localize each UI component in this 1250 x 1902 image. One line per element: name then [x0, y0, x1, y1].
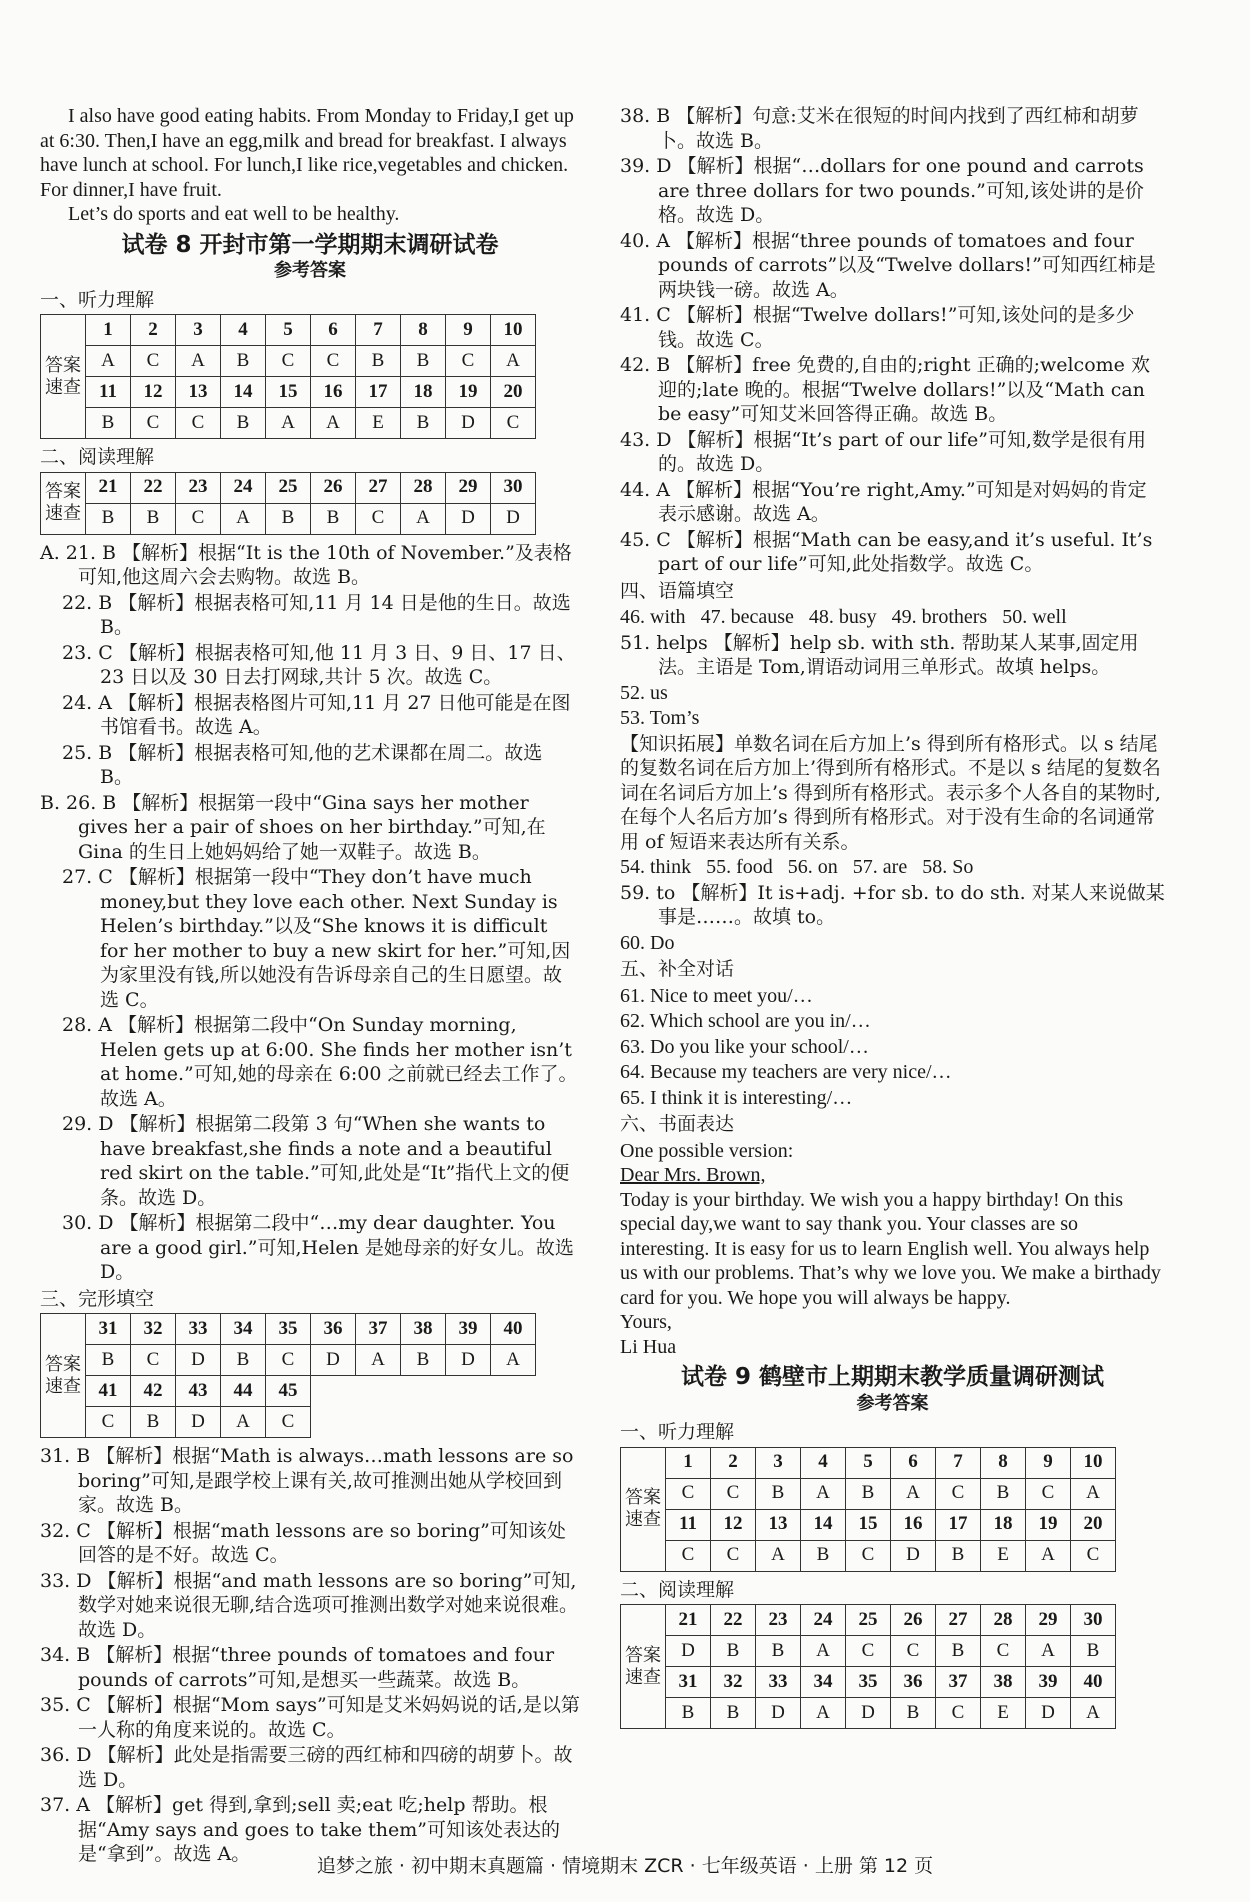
- table-cell: 4: [221, 315, 266, 346]
- table-cell: 38: [981, 1667, 1026, 1698]
- table-cell: A: [401, 503, 446, 534]
- table-cell: E: [981, 1540, 1026, 1571]
- table-cell: C: [846, 1540, 891, 1571]
- answer-explanation: B. 26. B 【解析】根据第一段中“Gina says her mother gives her a pair of shoes on her birthday.”可知,在 Gina 的生日上她妈妈给了她一双鞋子。故选 B。: [40, 791, 546, 863]
- table-cell: D: [176, 1407, 221, 1438]
- table-cell: E: [356, 408, 401, 439]
- table-cell: E: [981, 1698, 1026, 1729]
- table-cell: A: [221, 1407, 266, 1438]
- table-cell: A: [1026, 1636, 1071, 1667]
- intro-paragraph: Let’s do sports and eat well to be healthy.: [68, 203, 400, 225]
- table-cell: C: [1026, 1478, 1071, 1509]
- table-cell: 29: [446, 472, 491, 503]
- table-cell: A: [756, 1540, 801, 1571]
- table-cell: B: [401, 408, 446, 439]
- table-cell: 11: [86, 377, 131, 408]
- answer-explanation: 33. D 【解析】根据“and math lessons are so boring”可知,数学对她来说很无聊,结合选项可推测出数学对她来说很难。故选 D。: [40, 1569, 579, 1641]
- table-cell: 26: [891, 1605, 936, 1636]
- dialog-answer: 64. Because my teachers are very nice/…: [620, 1061, 952, 1083]
- table-cell: C: [666, 1540, 711, 1571]
- answer-explanation: 39. D 【解析】根据“…dollars for one pound and carrots are three dollars for two pounds.”可知,该处讲的是价格。故选 D。: [620, 155, 1144, 226]
- table-cell: 19: [446, 377, 491, 408]
- table-cell: 27: [356, 472, 401, 503]
- table-cell: D: [446, 503, 491, 534]
- dialog-answer: 63. Do you like your school/…: [620, 1035, 869, 1058]
- table-cell: 34: [221, 1314, 266, 1345]
- table-cell: D: [756, 1698, 801, 1729]
- table-cell: 45: [266, 1376, 311, 1407]
- table-cell: C: [491, 408, 536, 439]
- answer-explanation: 31. B 【解析】根据“Math is always…math lessons are so boring”可知,是跟学校上课有关,故可推测出她从学校回到家。故选 B。: [40, 1445, 574, 1516]
- table-cell: B: [86, 408, 131, 439]
- table-cell: 4: [801, 1447, 846, 1478]
- table-cell: A: [801, 1636, 846, 1667]
- table-cell: C: [176, 408, 221, 439]
- table-cell: B: [221, 346, 266, 377]
- fill-answer: 47. because: [700, 606, 794, 628]
- table-cell: 20: [1071, 1509, 1116, 1540]
- essay-closing: Yours,: [620, 1311, 672, 1333]
- table-cell: 13: [176, 377, 221, 408]
- table-cell: 42: [131, 1376, 176, 1407]
- table-cell: B: [221, 408, 266, 439]
- table-cell: 5: [266, 315, 311, 346]
- table-cell: B: [756, 1478, 801, 1509]
- table-cell: 18: [981, 1509, 1026, 1540]
- answer-table-listening: [620, 1447, 1116, 1572]
- table-cell: B: [311, 503, 356, 534]
- table-cell: C: [936, 1478, 981, 1509]
- paper-title: 试卷 9 鹤壁市上期期末教学质量调研测试: [680, 1364, 1105, 1390]
- left-column: [40, 104, 580, 1868]
- table-cell: 39: [1026, 1667, 1071, 1698]
- answer-explanation: 28. A 【解析】根据第二段中“On Sunday morning, Helen gets up at 6:00. She finds her mother isn’t at home.”可知,她的母亲在 6:00 之前就已经去工作了。故选 A。: [62, 1014, 578, 1110]
- table-cell: 25: [846, 1605, 891, 1636]
- essay-salutation: Dear Mrs. Brown,: [620, 1164, 766, 1186]
- table-cell: 11: [666, 1509, 711, 1540]
- table-cell: B: [756, 1636, 801, 1667]
- answer-explanation: 30. D 【解析】根据第二段中“…my dear daughter. You are a good girl.”可知,Helen 是她母亲的好女儿。故选 D。: [62, 1212, 574, 1283]
- table-cell: B: [86, 1345, 131, 1376]
- table-cell: 29: [1026, 1605, 1071, 1636]
- table-cell: 1: [86, 315, 131, 346]
- paper-subtitle: 参考答案: [274, 260, 346, 281]
- table-cell: 20: [491, 377, 536, 408]
- table-cell: C: [311, 346, 356, 377]
- answer-explanation: 35. C 【解析】根据“Mom says”可知是艾米妈妈说的话,是以第一人称的角度来说的。故选 C。: [40, 1694, 580, 1741]
- table-cell: 7: [356, 315, 401, 346]
- table-cell: 17: [356, 377, 401, 408]
- table-cell: A: [176, 346, 221, 377]
- table-cell: C: [711, 1540, 756, 1571]
- table-cell: B: [936, 1540, 981, 1571]
- answer-table-reading: [40, 472, 536, 535]
- section-heading: 三、完形填空: [40, 1287, 155, 1310]
- table-cell: C: [131, 346, 176, 377]
- table-cell: 22: [711, 1605, 756, 1636]
- table-cell: C: [936, 1698, 981, 1729]
- table-cell: A: [491, 1345, 536, 1376]
- answer-explanation: 43. D 【解析】根据“It’s part of our life”可知,数学是很有用的。故选 D。: [620, 428, 1146, 475]
- table-cell: C: [356, 503, 401, 534]
- table-cell: A: [801, 1478, 846, 1509]
- table-cell: B: [846, 1478, 891, 1509]
- dialog-answer: 62. Which school are you in/…: [620, 1010, 871, 1032]
- paper-subtitle: 参考答案: [856, 1392, 929, 1414]
- table-cell: 3: [176, 315, 221, 346]
- table-cell: A: [1026, 1540, 1071, 1571]
- table-cell: B: [221, 1345, 266, 1376]
- section-heading: 二、阅读理解: [620, 1578, 735, 1601]
- table-cell: 31: [666, 1667, 711, 1698]
- table-cell: 41: [86, 1376, 131, 1407]
- table-cell: 12: [131, 377, 176, 408]
- table-cell: 1: [666, 1447, 711, 1478]
- fill-answer: 46. with: [620, 606, 686, 628]
- section-heading: 四、语篇填空: [620, 579, 735, 602]
- table-cell: C: [846, 1636, 891, 1667]
- table-cell: C: [266, 1407, 311, 1438]
- answer-explanation: 44. A 【解析】根据“You’re right,Amy.”可知是对妈妈的肯定表示感谢。故选 A。: [620, 478, 1147, 525]
- table-cell: 12: [711, 1509, 756, 1540]
- table-cell: 13: [756, 1509, 801, 1540]
- table-row-header: 答案速查: [621, 1605, 666, 1729]
- essay-signature: Li Hua: [620, 1335, 677, 1358]
- answer-explanation: A. 21. B 【解析】根据“It is the 10th of November.”及表格可知,他这周六会去购物。故选 B。: [40, 541, 572, 588]
- table-cell: A: [356, 1345, 401, 1376]
- section-heading: 一、听力理解: [620, 1421, 735, 1443]
- table-cell: B: [801, 1540, 846, 1571]
- table-cell: B: [401, 346, 446, 377]
- table-cell: A: [1071, 1698, 1116, 1729]
- table-cell: 22: [131, 472, 176, 503]
- answer-table-cloze: [40, 1313, 536, 1438]
- fill-answer: 48. busy: [808, 606, 877, 628]
- table-cell: 23: [756, 1605, 801, 1636]
- table-cell: 15: [846, 1509, 891, 1540]
- table-cell: 27: [936, 1605, 981, 1636]
- answer-table-listening: [40, 314, 536, 439]
- essay-intro: One possible version:: [620, 1139, 794, 1162]
- answer-explanation: 38. B 【解析】句意:艾米在很短的时间内找到了西红柿和胡萝卜。故选 B。: [620, 105, 1139, 152]
- table-cell: 10: [491, 315, 536, 346]
- table-cell: B: [266, 503, 311, 534]
- answer-explanation: 41. C 【解析】根据“Twelve dollars!”可知,该处问的是多少钱。故选 C。: [620, 304, 1135, 351]
- table-cell: 35: [846, 1667, 891, 1698]
- table-cell: B: [711, 1698, 756, 1729]
- table-cell: 26: [311, 472, 356, 503]
- table-cell: 15: [266, 377, 311, 408]
- section-heading: 一、听力理解: [40, 288, 155, 311]
- table-cell: 21: [86, 472, 131, 503]
- table-cell: B: [131, 1407, 176, 1438]
- table-cell: C: [666, 1478, 711, 1509]
- table-cell: C: [86, 1407, 131, 1438]
- table-cell: 21: [666, 1605, 711, 1636]
- table-cell: 23: [176, 472, 221, 503]
- fill-answer: 55. food: [706, 856, 773, 878]
- table-cell: 9: [1026, 1447, 1071, 1478]
- section-heading: 六、书面表达: [620, 1113, 735, 1135]
- dialog-answer: 61. Nice to meet you/…: [620, 984, 813, 1007]
- table-cell: 44: [221, 1376, 266, 1407]
- answer-explanation: 29. D 【解析】根据第二段第 3 句“When she wants to have breakfast,she finds a note and a beautiful red skirt on the table.”可知,此处是“It”指代上文的便条。故选 D。: [62, 1113, 570, 1209]
- fill-answer: 54. think: [620, 856, 692, 878]
- answer-explanation: 25. B 【解析】根据表格可知,他的艺术课都在周二。故选 B。: [62, 741, 543, 788]
- table-cell: 28: [981, 1605, 1026, 1636]
- table-cell: D: [446, 1345, 491, 1376]
- table-cell: 37: [936, 1667, 981, 1698]
- table-cell: 18: [401, 377, 446, 408]
- answer-explanation: 27. C 【解析】根据第一段中“They don’t have much money,but they love each other. Next Sunday is Helen’s birthday.”以及“She knows it is difficult for her mother to buy a new skirt for her.”可知,因为家里没有钱,所以她没有告诉母亲自己的生日愿望。故选 C。: [62, 866, 571, 1011]
- table-cell: 8: [401, 315, 446, 346]
- fill-answer: 56. on: [787, 856, 838, 878]
- table-cell: C: [981, 1636, 1026, 1667]
- table-cell: 19: [1026, 1509, 1071, 1540]
- table-cell: A: [891, 1478, 936, 1509]
- table-cell: C: [446, 346, 491, 377]
- answer-explanation: 32. C 【解析】根据“math lessons are so boring”可知该处回答的是不好。故选 C。: [40, 1519, 566, 1566]
- paper-title: 试卷 8 开封市第一学期期末调研试卷: [121, 231, 499, 258]
- table-cell: 33: [756, 1667, 801, 1698]
- fill-answer: 50. well: [1002, 606, 1067, 628]
- table-cell: A: [1071, 1478, 1116, 1509]
- table-cell: A: [801, 1698, 846, 1729]
- table-cell: 35: [266, 1314, 311, 1345]
- table-cell: A: [491, 346, 536, 377]
- table-cell: 32: [711, 1667, 756, 1698]
- answer-explanation: 34. B 【解析】根据“three pounds of tomatoes and four pounds of carrots”可知,是想买一些蔬菜。故选 B。: [40, 1644, 555, 1691]
- table-cell: 40: [491, 1314, 536, 1345]
- fill-answer: 49. brothers: [891, 606, 988, 628]
- table-cell: D: [311, 1345, 356, 1376]
- table-cell: 16: [891, 1509, 936, 1540]
- fill-answer: 53. Tom’s: [620, 707, 700, 729]
- table-cell: 17: [936, 1509, 981, 1540]
- answer-explanation: 42. B 【解析】free 免费的,自由的;right 正确的;welcome 欢迎的;late 晚的。根据“Twelve dollars!”以及“Math can be easy”可知艾米回答得正确。故选 B。: [620, 354, 1150, 425]
- table-cell: C: [266, 346, 311, 377]
- intro-paragraph: I also have good eating habits. From Monday to Friday,I get up at 6:30. Then,I have an egg,milk and bread for breakfast. I always have lunch at school. For lunch,I like rice,vegetables and chicken. For dinner,I have fruit.: [40, 105, 574, 201]
- table-cell: 30: [1071, 1605, 1116, 1636]
- table-cell: 32: [131, 1314, 176, 1345]
- section-heading: 二、阅读理解: [40, 446, 155, 468]
- table-cell: 28: [401, 472, 446, 503]
- page-footer: 追梦之旅 · 初中期末真题篇 · 情境期末 ZCR · 七年级英语 · 上册 第 12 页: [316, 1855, 934, 1877]
- table-cell: C: [131, 408, 176, 439]
- table-cell: C: [711, 1478, 756, 1509]
- table-cell: 43: [176, 1376, 221, 1407]
- fill-answer: 52. us: [620, 681, 668, 704]
- table-cell: 31: [86, 1314, 131, 1345]
- answer-table-reading: [620, 1604, 1116, 1729]
- table-row-header: 答案速查: [41, 1314, 86, 1438]
- table-cell: D: [1026, 1698, 1071, 1729]
- table-cell: 5: [846, 1447, 891, 1478]
- table-cell: B: [891, 1698, 936, 1729]
- table-cell: 30: [491, 472, 536, 503]
- table-cell: 3: [756, 1447, 801, 1478]
- table-cell: 16: [311, 377, 356, 408]
- table-cell: B: [666, 1698, 711, 1729]
- table-cell: B: [86, 503, 131, 534]
- answer-explanation: 40. A 【解析】根据“three pounds of tomatoes and four pounds of carrots”以及“Twelve dollars!”可知西红柿是两块钱一磅。故选 A。: [620, 229, 1156, 301]
- table-cell: 7: [936, 1447, 981, 1478]
- fill-answers-row: [620, 605, 1165, 630]
- table-cell: A: [86, 346, 131, 377]
- table-cell: 37: [356, 1314, 401, 1345]
- answer-explanation: 45. C 【解析】根据“Math can be easy,and it’s useful. It’s part of our life”可知,此处指数学。故选 C。: [620, 528, 1153, 575]
- answer-explanation: 36. D 【解析】此处是指需要三磅的西红柿和四磅的胡萝卜。故选 D。: [40, 1744, 573, 1791]
- fill-answer: 57. are: [852, 856, 908, 878]
- table-cell: D: [446, 408, 491, 439]
- fill-answer: 60. Do: [620, 931, 675, 954]
- table-cell: 39: [446, 1314, 491, 1345]
- table-cell: B: [711, 1636, 756, 1667]
- table-row-header: 答案速查: [41, 472, 86, 534]
- table-row-header: 答案速查: [621, 1447, 666, 1571]
- table-cell: A: [221, 503, 266, 534]
- table-cell: 24: [221, 472, 266, 503]
- fill-answers-row: [620, 855, 1165, 880]
- table-cell: 6: [891, 1447, 936, 1478]
- table-cell: B: [1071, 1636, 1116, 1667]
- section-heading: 五、补全对话: [620, 958, 735, 980]
- table-cell: 10: [1071, 1447, 1116, 1478]
- table-cell: D: [176, 1345, 221, 1376]
- table-cell: 8: [981, 1447, 1026, 1478]
- table-cell: C: [1071, 1540, 1116, 1571]
- answer-explanation: 37. A 【解析】get 得到,拿到;sell 卖;eat 吃;help 帮助。根据“Amy says and goes to take them”可知该处表达的是“拿到”。故选 A。: [40, 1794, 560, 1865]
- table-cell: D: [491, 503, 536, 534]
- table-cell: C: [176, 503, 221, 534]
- table-cell: A: [311, 408, 356, 439]
- answer-explanation: 59. to 【解析】It is+adj. +for sb. to do sth. 对某人来说做某事是……。故填 to。: [620, 881, 1165, 928]
- table-cell: D: [666, 1636, 711, 1667]
- table-cell: 38: [401, 1314, 446, 1345]
- table-row-header: 答案速查: [41, 315, 86, 439]
- table-cell: B: [356, 346, 401, 377]
- table-cell: 6: [311, 315, 356, 346]
- answer-explanation: 24. A 【解析】根据表格图片可知,11 月 27 日他可能是在图书馆看书。故选 A。: [62, 691, 571, 738]
- table-cell: 25: [266, 472, 311, 503]
- table-cell: 2: [131, 315, 176, 346]
- table-cell: 36: [891, 1667, 936, 1698]
- table-cell: C: [891, 1636, 936, 1667]
- table-cell: D: [846, 1698, 891, 1729]
- table-cell: A: [266, 408, 311, 439]
- table-cell: 14: [221, 377, 266, 408]
- table-cell: 24: [801, 1605, 846, 1636]
- right-column: [620, 104, 1165, 1735]
- table-cell: D: [891, 1540, 936, 1571]
- table-cell: B: [401, 1345, 446, 1376]
- table-cell: C: [131, 1345, 176, 1376]
- knowledge-note: 【知识拓展】单数名词在后方加上’s 得到所有格形式。以 s 结尾的复数名词在后方加上’得到所有格形式。不是以 s 结尾的复数名词在名词后方加上’s 得到所有格形式。表示多个人各自的某物时,在每个人名后方加’s 得到所有格形式。对于没有生命的名词通常用 of 短语来表达所有关系。: [620, 732, 1161, 853]
- table-cell: 9: [446, 315, 491, 346]
- table-cell: B: [131, 503, 176, 534]
- essay-body: Today is your birthday. We wish you a happy birthday! On this special day,we want to say thank you. Your classes are so interesting. It is easy for us to learn English well. You always help us with our problems. That’s why we love you. We make a birthady card for you. We hope you will always be happy.: [620, 1188, 1161, 1309]
- table-cell: 33: [176, 1314, 221, 1345]
- answer-explanation: 22. B 【解析】根据表格可知,11 月 14 日是他的生日。故选 B。: [62, 591, 571, 638]
- answer-explanation: 51. helps 【解析】help sb. with sth. 帮助某人某事,固定用法。主语是 Tom,谓语动词用三单形式。故填 helps。: [620, 631, 1139, 678]
- table-cell: 40: [1071, 1667, 1116, 1698]
- dialog-answer: 65. I think it is interesting/…: [620, 1086, 853, 1109]
- answer-explanation: 23. C 【解析】根据表格可知,他 11 月 3 日、9 日、17 日、23 日以及 30 日去打网球,共计 5 次。故选 C。: [62, 641, 576, 688]
- table-cell: C: [266, 1345, 311, 1376]
- table-cell: 2: [711, 1447, 756, 1478]
- fill-answer: 58. So: [922, 856, 974, 878]
- table-cell: B: [981, 1478, 1026, 1509]
- table-cell: 34: [801, 1667, 846, 1698]
- table-cell: 14: [801, 1509, 846, 1540]
- table-cell: 36: [311, 1314, 356, 1345]
- table-cell: B: [936, 1636, 981, 1667]
